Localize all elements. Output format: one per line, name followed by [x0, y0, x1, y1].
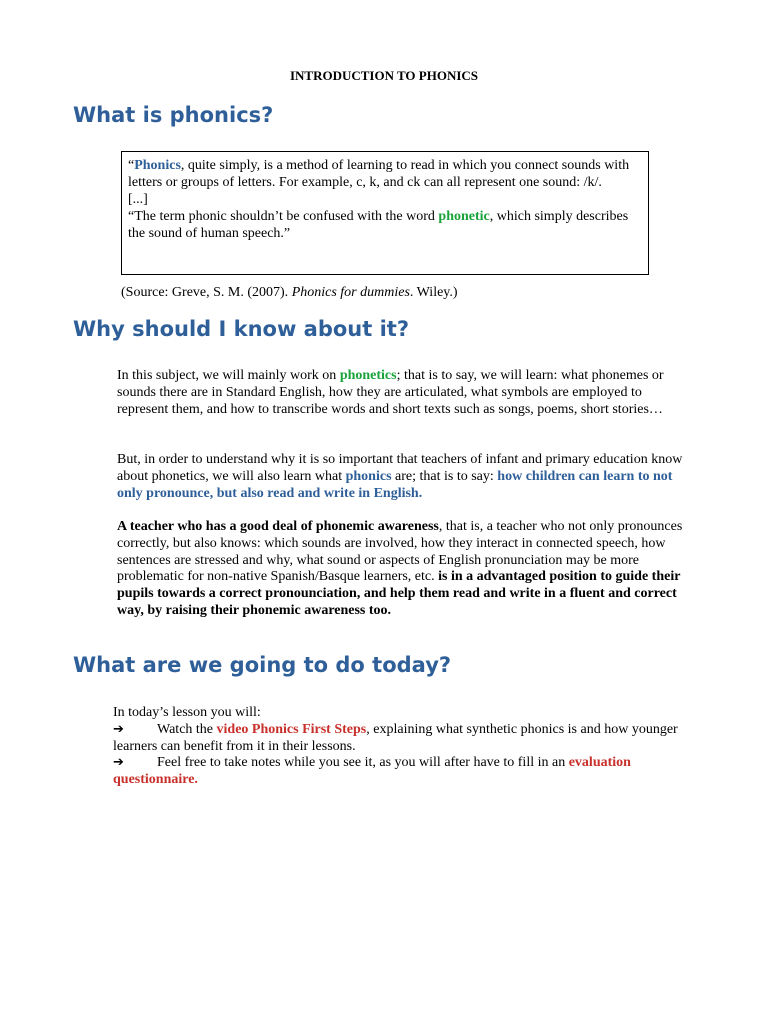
open-quote: “: [128, 158, 135, 173]
para3-middle: , that is, a teacher who not only pronounces correctly, but also knows: which sounds are involved, how they interact in connected speech, how sentences are stressed and why, what sound or aspects of English pronunciation may be more problematic for non-native Spanish/Basque learners, etc.: [117, 519, 683, 585]
term-phonics: Phonics: [134, 158, 181, 173]
quote-ellipsis: [...]: [128, 192, 148, 207]
item1-start: Watch the: [157, 721, 217, 737]
term-phonics-2: phonics: [345, 468, 392, 484]
quote-box: [121, 151, 649, 275]
quote-text-1: , quite simply, is a method of learning to read in which you connect sounds with letters or groups of letters. For example, c, k, and ck can all represent one sound: /k/.: [128, 158, 630, 190]
item1-rest: , explaining what synthetic phonics is and how younger learners can benefit from it in their lessons.: [113, 721, 678, 754]
quote-text-2-start: “The term phonic shouldn’t be confused with the word: [128, 209, 439, 224]
source-book-title: Phonics for dummies: [291, 285, 410, 300]
quote-text-2-rest: , which simply describes the sound of human speech.”: [128, 209, 629, 241]
para3-bold-start: A teacher who has a good deal of phonemic awareness: [117, 519, 439, 534]
paragraph-teacher-awareness: [117, 519, 689, 620]
term-phonetics: phonetics: [339, 368, 397, 383]
lesson-item-2: [113, 755, 689, 789]
para1-rest: ; that is to say, we will learn: what phonemes or sounds there are in Standard English, how they are articulated, what symbols are employed to represent them, and how to transcribe words and short texts such as songs, poems, short stories…: [117, 368, 664, 417]
lesson-list: [113, 705, 689, 789]
paragraph-phonics: [117, 452, 689, 502]
quote-paragraph-1: [128, 157, 642, 191]
source-citation: [121, 284, 458, 301]
arrow-right-icon: ➔: [113, 755, 124, 771]
source-prefix: (Source: Greve, S. M. (2007).: [121, 285, 292, 300]
para2-start: But, in order to understand why it is so important that teachers of infant and primary education know about phonetics, we will also learn what: [117, 452, 683, 484]
heading-what-today: What are we going to do today?: [73, 653, 452, 677]
para2-middle: are; that is to say:: [391, 468, 498, 484]
heading-why-should-i-know: Why should I know about it?: [73, 317, 410, 341]
evaluation-questionnaire: evaluation questionnaire.: [113, 755, 631, 788]
source-suffix: . Wiley.): [409, 285, 458, 300]
heading-what-is-phonics: What is phonics?: [73, 103, 274, 127]
paragraph-phonetics: [117, 368, 689, 418]
para3-bold-end: is in a advantaged position to guide their pupils towards a correct pronounciation, and help them read and write in a fluent and correct way, by raising their phonemic awareness too.: [117, 569, 681, 618]
term-phonetic: phonetic: [438, 209, 490, 224]
para2-highlight: how children can learn to not only pronounce, but also read and write in English.: [117, 468, 673, 501]
item2-start: Feel free to take notes while you see it, as you will after have to fill in an: [157, 755, 569, 771]
lesson-item-1: [113, 722, 689, 756]
quote-paragraph-2: [128, 208, 642, 242]
para1-start: In this subject, we will mainly work on: [117, 368, 340, 383]
lesson-intro: In today’s lesson you will:: [113, 705, 261, 720]
video-link: video Phonics First Steps: [216, 721, 367, 737]
document-title: INTRODUCTION TO PHONICS: [289, 68, 479, 83]
arrow-right-icon: ➔: [113, 721, 124, 737]
